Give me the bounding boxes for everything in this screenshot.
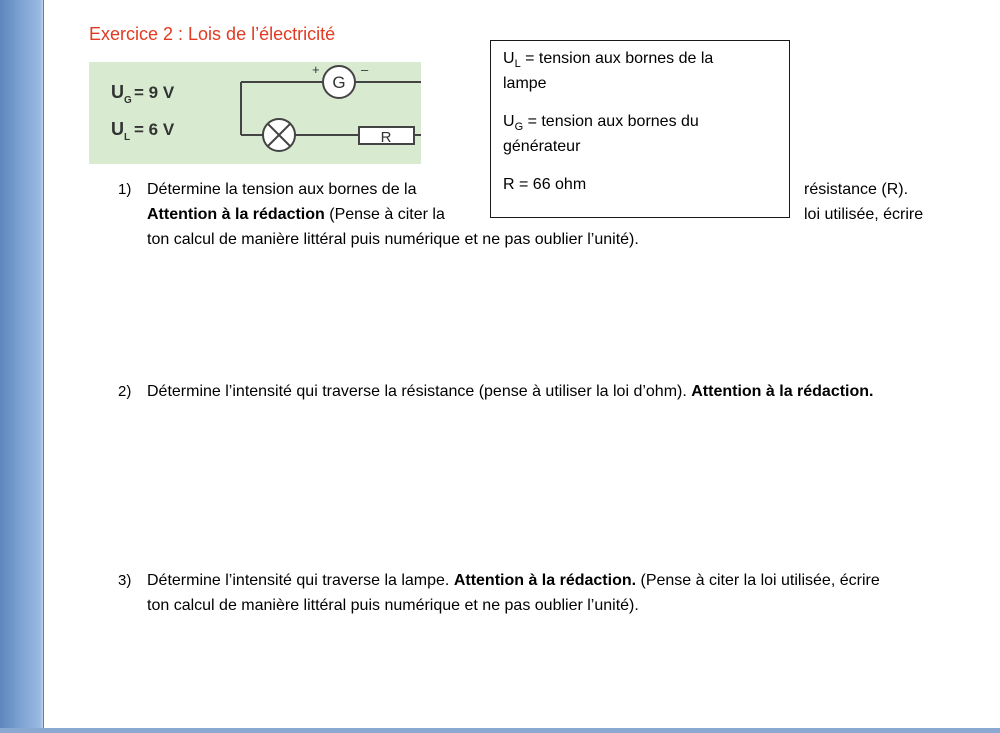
question-1-line-3: ton calcul de manière littéral puis numérique et ne pas oublier l’unité).	[147, 231, 639, 248]
ug-subscript: G	[124, 95, 132, 106]
ug-label: U	[111, 82, 124, 102]
plus-sign: +	[312, 62, 320, 77]
question-3-line-1: Détermine l’intensité qui traverse la lampe. Attention à la rédaction. (Pense à citer la loi utilisée, écrire	[147, 572, 880, 589]
question-1-line-2b: loi utilisée, écrire	[804, 206, 924, 223]
circuit-svg	[89, 62, 421, 164]
svg-text:R: R	[380, 129, 392, 146]
minus-sign: –	[361, 62, 369, 77]
ug-value: = 9 V	[134, 83, 175, 102]
lamp-symbol	[263, 119, 295, 151]
circuit-diagram	[89, 62, 421, 164]
question-3-number: 3)	[118, 572, 132, 589]
question-1-line-2a: Attention à la rédaction (Pense à citer la	[147, 206, 445, 223]
ul-value: = 6 V	[134, 120, 175, 139]
info-r-line: R = 66 ohm	[503, 176, 587, 193]
svg-text:G: G	[332, 73, 346, 92]
question-1-line-1b: résistance (R).	[804, 181, 909, 198]
question-2-number: 2)	[118, 383, 132, 400]
info-ug-line-2: générateur	[503, 138, 581, 155]
question-3-line-2: ton calcul de manière littéral puis numérique et ne pas oublier l’unité).	[147, 597, 639, 614]
info-ug-line-1: $U_G$ = tension aux bornes du	[503, 113, 699, 134]
question-1-number: 1)	[118, 181, 132, 198]
window-bottom-edge	[0, 728, 1000, 733]
question-1-line-1a: Détermine la tension aux bornes de la	[147, 181, 417, 198]
ul-label: U	[111, 119, 124, 139]
info-ul-line-1: $U_L$ = tension aux bornes de la	[503, 50, 714, 71]
exercise-title: Exercice 2 : Lois de l’électricité	[89, 24, 336, 44]
resistor-symbol	[359, 127, 414, 146]
info-box	[490, 40, 790, 218]
generator-symbol	[323, 66, 355, 98]
question-2-line-1: Détermine l’intensité qui traverse la résistance (pense à utiliser la loi d’ohm). Attention à la rédaction.	[147, 383, 874, 400]
ul-subscript: L	[124, 132, 131, 143]
document-page	[44, 0, 1000, 728]
info-ul-line-2: lampe	[503, 75, 547, 92]
